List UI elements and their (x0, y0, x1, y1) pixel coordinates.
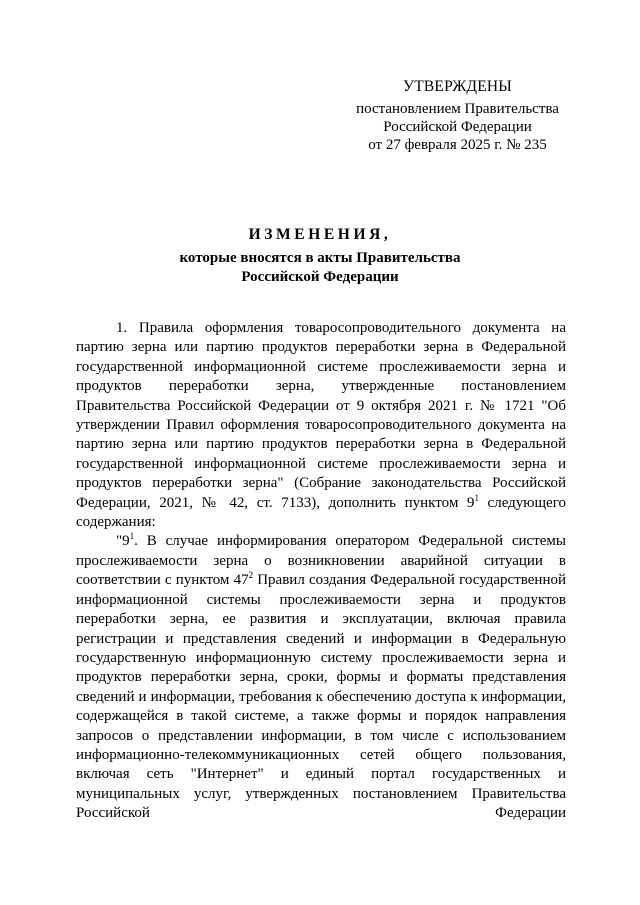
paragraph-2-superscript-1: 1 (129, 531, 135, 542)
paragraph-1-text: 1. Правила оформления товаросопроводительного документа на партию зерна или партию продуктов переработки зерна в Федеральной государственной информационной системе прослеживаемости зерна и продуктов переработки зерна, утвержденные постановлением Правительства Российской Федерации от 9 октября 2021 г. № 1721 "Об утверждении Правил оформления товаросопроводительного документа на партию зерна или партию продуктов переработки зерна в Федеральной государственной информационной системе прослеживаемости зерна и продуктов переработки зерна" (Собрание законодательства Российской Федерации, 2021, № 42, ст. 7133), дополнить пунктом 9 (76, 320, 566, 511)
paragraph-2 (76, 532, 566, 823)
document-title-block (76, 225, 564, 287)
document-subtitle-line-2: Российской Федерации (241, 269, 399, 285)
paragraph-1-superscript: 1 (474, 492, 479, 503)
paragraph-2-prefix: "9 (116, 533, 130, 550)
approval-block (340, 78, 575, 154)
paragraph-1-text-end: следующего содержания: (76, 494, 566, 531)
paragraph-1 (76, 319, 566, 532)
approval-line-2: Российской Федерации (383, 119, 532, 135)
document-body (76, 319, 566, 824)
paragraph-2-text-2: Правил создания Федеральной государственной информационной системы прослеживаемости зерна и продуктов переработки зерна, ее развития и эксплуатации, включая правила регистрации и представления сведений и информации в Федеральную государственную информационную систему прослеживаемости зерна и продуктов переработки зерна, сроки, формы и форматы представления сведений и информации, требования к обеспечению доступа к информации, содержащейся в такой системе, а также формы и порядок направления запросов о представлении информации, в том числе с использованием информационно-телекоммуникационных сетей общего пользования, включая сеть "Интернет" и единый портал государственных и муниципальных услуг, утвержденных постановлением Правительства Российской Федерации (76, 572, 566, 822)
paragraph-2-superscript-2: 2 (248, 570, 254, 581)
approval-line-1: постановлением Правительства (356, 101, 559, 117)
approval-heading: УТВЕРЖДЕНЫ (403, 78, 512, 95)
approval-line-3: от 27 февраля 2025 г. № 235 (368, 137, 547, 153)
document-subtitle-line-1: которые вносятся в акты Правительства (179, 250, 461, 266)
document-title: ИЗМЕНЕНИЯ, (248, 226, 392, 243)
paragraph-2-text-1: . В случае информирования оператором Федеральной системы прослеживаемости зерна о возникновении аварийной ситуации в соответствии с пунктом 47 (76, 533, 566, 589)
